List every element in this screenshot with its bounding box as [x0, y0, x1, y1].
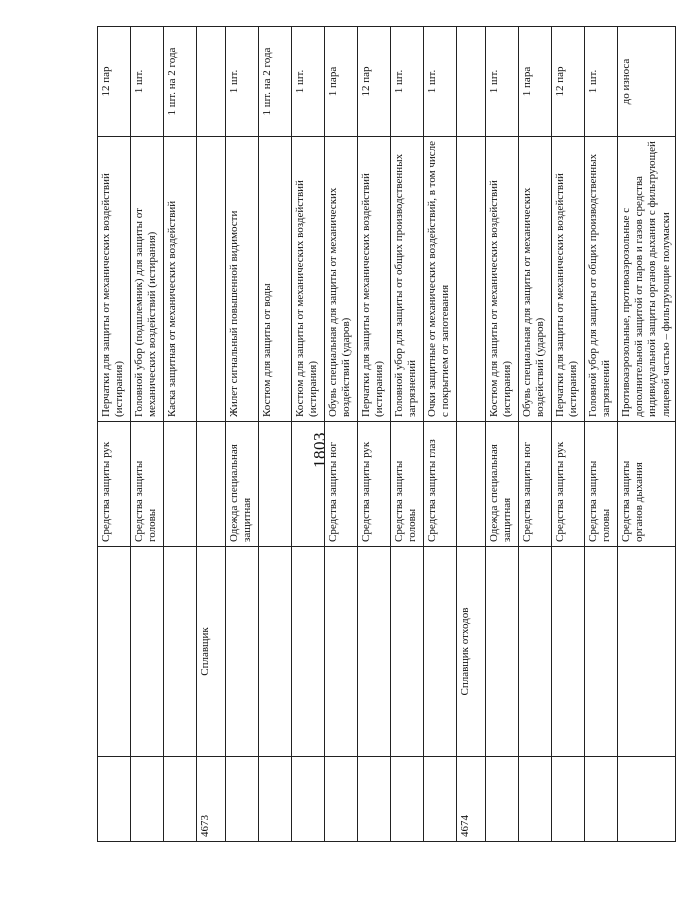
cell-code — [391, 757, 424, 842]
profession-row — [457, 27, 486, 842]
cell-item: Жилет сигнальный повышенной видимости — [226, 137, 259, 422]
cell-norm — [197, 27, 226, 137]
cell-item: Обувь специальная для защиты от механических воздействий (ударов) — [519, 137, 552, 422]
cell-category: Средства защиты головы — [131, 422, 164, 547]
cell-profession — [226, 547, 259, 757]
cell-norm: 1 шт. — [131, 27, 164, 137]
cell-profession: Сплавщик — [197, 547, 226, 757]
cell-norm: 12 пар — [358, 27, 391, 137]
table-row — [618, 27, 676, 842]
table-row — [292, 27, 325, 842]
table-body — [98, 27, 676, 842]
cell-item: Костюм для защиты от механических воздействий (истирания) — [486, 137, 519, 422]
cell-code — [424, 757, 457, 842]
cell-category: Средства защиты органов дыхания — [618, 422, 676, 547]
cell-profession — [131, 547, 164, 757]
cell-norm: 12 пар — [98, 27, 131, 137]
cell-item — [197, 137, 226, 422]
cell-code — [618, 757, 676, 842]
cell-profession — [164, 547, 197, 757]
cell-profession — [391, 547, 424, 757]
table-row — [358, 27, 391, 842]
cell-norm: 1 шт. — [486, 27, 519, 137]
table-row — [391, 27, 424, 842]
table-row — [486, 27, 519, 842]
cell-norm: 1 пара — [325, 27, 358, 137]
table-row — [552, 27, 585, 842]
table-row — [98, 27, 131, 842]
cell-category: Одежда специальная защитная — [226, 422, 259, 547]
cell-norm: 1 шт. — [585, 27, 618, 137]
cell-item: Костюм для защиты от воды — [259, 137, 292, 422]
cell-code — [164, 757, 197, 842]
cell-code — [585, 757, 618, 842]
cell-item: Перчатки для защиты от механических воздействий (истирания) — [552, 137, 585, 422]
cell-profession — [552, 547, 585, 757]
cell-code: 4673 — [197, 757, 226, 842]
ppe-norms-table — [97, 26, 676, 842]
profession-row — [197, 27, 226, 842]
cell-profession — [519, 547, 552, 757]
cell-profession — [292, 547, 325, 757]
cell-code — [98, 757, 131, 842]
cell-profession — [585, 547, 618, 757]
cell-code — [486, 757, 519, 842]
cell-item — [457, 137, 486, 422]
cell-category — [457, 422, 486, 547]
cell-profession — [259, 547, 292, 757]
cell-norm — [457, 27, 486, 137]
cell-norm: 1 пара — [519, 27, 552, 137]
cell-code — [259, 757, 292, 842]
cell-category — [164, 422, 197, 547]
cell-norm: 1 шт. — [292, 27, 325, 137]
cell-category: Средства защиты рук — [358, 422, 391, 547]
cell-norm: до износа — [618, 27, 676, 137]
cell-norm: 1 шт. на 2 года — [164, 27, 197, 137]
cell-norm: 1 шт. — [226, 27, 259, 137]
cell-category: Средства защиты рук — [552, 422, 585, 547]
cell-item: Противоаэрозольные, противоаэрозольные с дополнительной защитой от паров и газов средства индивидуальной защиты органов дыхания с фильтрующей лицевой частью – фильтрующие полумаски — [618, 137, 676, 422]
cell-item: Перчатки для защиты от механических воздействий (истирания) — [358, 137, 391, 422]
table-row — [164, 27, 197, 842]
cell-code — [292, 757, 325, 842]
table-row — [585, 27, 618, 842]
cell-category — [259, 422, 292, 547]
table-row — [325, 27, 358, 842]
cell-norm: 1 шт. — [391, 27, 424, 137]
table-row — [226, 27, 259, 842]
cell-norm: 1 шт. на 2 года — [259, 27, 292, 137]
cell-item: Костюм для защиты от механических воздействий (истирания) — [292, 137, 325, 422]
cell-category — [292, 422, 325, 547]
cell-item: Перчатки для защиты от механических воздействий (истирания) — [98, 137, 131, 422]
cell-profession: Сплавщик отходов — [457, 547, 486, 757]
cell-item: Головной убор для защиты от общих производственных загрязнений — [391, 137, 424, 422]
cell-item: Головной убор для защиты от общих производственных загрязнений — [585, 137, 618, 422]
cell-item: Головной убор (подшлемник) для защиты от механических воздействий (истирания) — [131, 137, 164, 422]
cell-norm: 12 пар — [552, 27, 585, 137]
cell-code — [358, 757, 391, 842]
cell-category: Средства защиты головы — [391, 422, 424, 547]
cell-profession — [618, 547, 676, 757]
table-row — [259, 27, 292, 842]
cell-item: Обувь специальная для защиты от механических воздействий (ударов) — [325, 137, 358, 422]
cell-profession — [325, 547, 358, 757]
cell-profession — [486, 547, 519, 757]
cell-code — [131, 757, 164, 842]
cell-code: 4674 — [457, 757, 486, 842]
cell-code — [552, 757, 585, 842]
page-number: 1803 — [310, 432, 329, 468]
cell-profession — [358, 547, 391, 757]
cell-item: Каска защитная от механических воздействий — [164, 137, 197, 422]
cell-category: Средства защиты ног — [519, 422, 552, 547]
cell-profession — [424, 547, 457, 757]
table-row — [424, 27, 457, 842]
cell-category: Средства защиты головы — [585, 422, 618, 547]
cell-category — [197, 422, 226, 547]
table-row — [519, 27, 552, 842]
cell-category: Средства защиты ног — [325, 422, 358, 547]
cell-category: Одежда специальная защитная — [486, 422, 519, 547]
cell-norm: 1 шт. — [424, 27, 457, 137]
cell-code — [325, 757, 358, 842]
cell-profession — [98, 547, 131, 757]
cell-item: Очки защитные от механических воздействий, в том числе с покрытием от запотевания — [424, 137, 457, 422]
cell-code — [226, 757, 259, 842]
cell-code — [519, 757, 552, 842]
table-row — [131, 27, 164, 842]
cell-category: Средства защиты рук — [98, 422, 131, 547]
cell-category: Средства защиты глаз — [424, 422, 457, 547]
